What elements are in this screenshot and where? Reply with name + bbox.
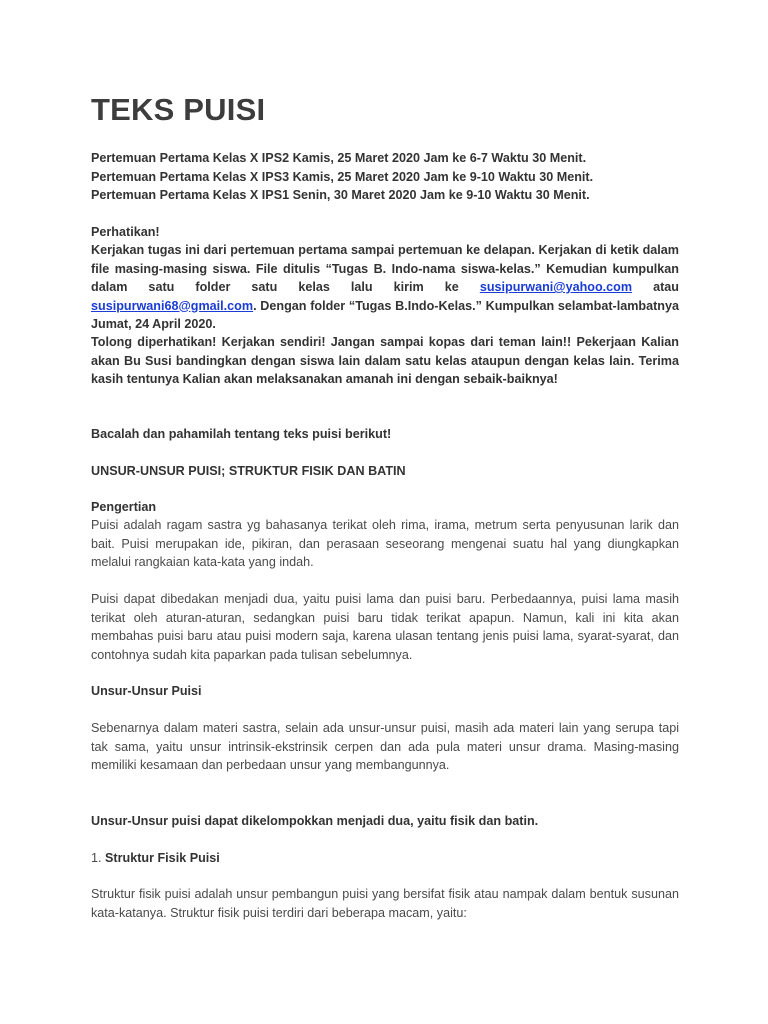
reading-instruction: Bacalah dan pahamilah tentang teks puisi berikut!: [91, 427, 392, 441]
struktur-text: Struktur fisik puisi adalah unsur pembangun puisi yang bersifat fisik atau nampak dalam bentuk susunan kata-katanya. Struktur fisik puisi terdiri dari beberapa macam, yaitu:: [91, 887, 679, 920]
page-title: TEKS PUISI: [91, 92, 266, 127]
puisi-types-paragraph: Puisi dapat dibedakan menjadi dua, yaitu puisi lama dan puisi baru. Perbedaannya, puisi lama masih terikat oleh aturan-aturan, sedangkan puisi baru tidak terikat apapun. Namun, kali ini kita akan membahas puisi baru atau puisi modern saja, karena ulasan tentang jenis puisi lama, syarat-syarat, dan contohnya sudah kita paparkan pada tulisan sebelumnya.: [91, 592, 679, 662]
schedule-line: Pertemuan Pertama Kelas X IPS3 Kamis, 25 Maret 2020 Jam ke 9-10 Waktu 30 Menit.: [91, 169, 594, 184]
email-link-yahoo[interactable]: susipurwani@yahoo.com: [479, 280, 633, 294]
email-link-gmail[interactable]: susipurwani68@gmail.com: [91, 298, 254, 313]
notice-paragraph: [91, 241, 679, 334]
list-number: 1.: [91, 851, 106, 865]
section-title: UNSUR-UNSUR PUISI; STRUKTUR FISIK DAN BATIN: [91, 464, 406, 478]
struktur-heading: [91, 849, 679, 868]
grouping-statement: Unsur-Unsur puisi dapat dikelompokkan menjadi dua, yaitu fisik dan batin.: [91, 814, 539, 828]
pengertian-heading: Pengertian: [91, 500, 157, 514]
notice-warning: Tolong diperhatikan! Kerjakan sendiri! Jangan sampai kopas dari teman lain!! Pekerjaan Kalian akan Bu Susi bandingkan dengan siswa lain dalam satu kelas ataupun dengan kelas lain. Terima kasih tentunya Kalian akan melaksanakan amanah ini dengan sebaik-baiknya!: [91, 335, 679, 386]
pengertian-text: Puisi adalah ragam sastra yg bahasanya terikat oleh rima, irama, metrum serta penyusunan larik dan bait. Puisi merupakan ide, pikiran, dan perasaan seseorang mengenai suatu hal yang diungkapkan melalui rangkaian kata-kata yang indah.: [91, 518, 679, 569]
notice-text: atau: [632, 280, 679, 294]
schedule-list: [91, 149, 679, 205]
notice-text: . Dengan folder “Tugas B.Indo-Kelas.” Kumpulkan selambat-lambatnya Jumat, 24 April 2020.: [91, 298, 679, 331]
struktur-heading-label: Struktur Fisik Puisi: [105, 851, 220, 865]
schedule-line: Pertemuan Pertama Kelas X IPS2 Kamis, 25 Maret 2020 Jam ke 6-7 Waktu 30 Menit.: [91, 151, 587, 165]
unsur-text: Sebenarnya dalam materi sastra, selain ada unsur-unsur puisi, masih ada materi lain yang serupa tapi tak sama, yaitu unsur intrinsik-ekstrinsik cerpen dan ada pula materi unsur drama. Masing-masing memiliki kesamaan dan perbedaan unsur yang membangunnya.: [91, 721, 679, 772]
notice-heading: Perhatikan!: [91, 225, 160, 239]
schedule-line: Pertemuan Pertama Kelas X IPS1 Senin, 30 Maret 2020 Jam ke 9-10 Waktu 30 Menit.: [91, 188, 590, 202]
notice-text: Kerjakan tugas ini dari pertemuan pertama sampai pertemuan ke delapan. Kerjakan di ketik dalam file masing-masing siswa. File ditulis “Tugas B. Indo-nama siswa-kelas.” Kemudian kumpulkan dalam satu folder satu kelas lalu kirim ke: [91, 243, 679, 294]
unsur-heading: Unsur-Unsur Puisi: [91, 684, 202, 698]
